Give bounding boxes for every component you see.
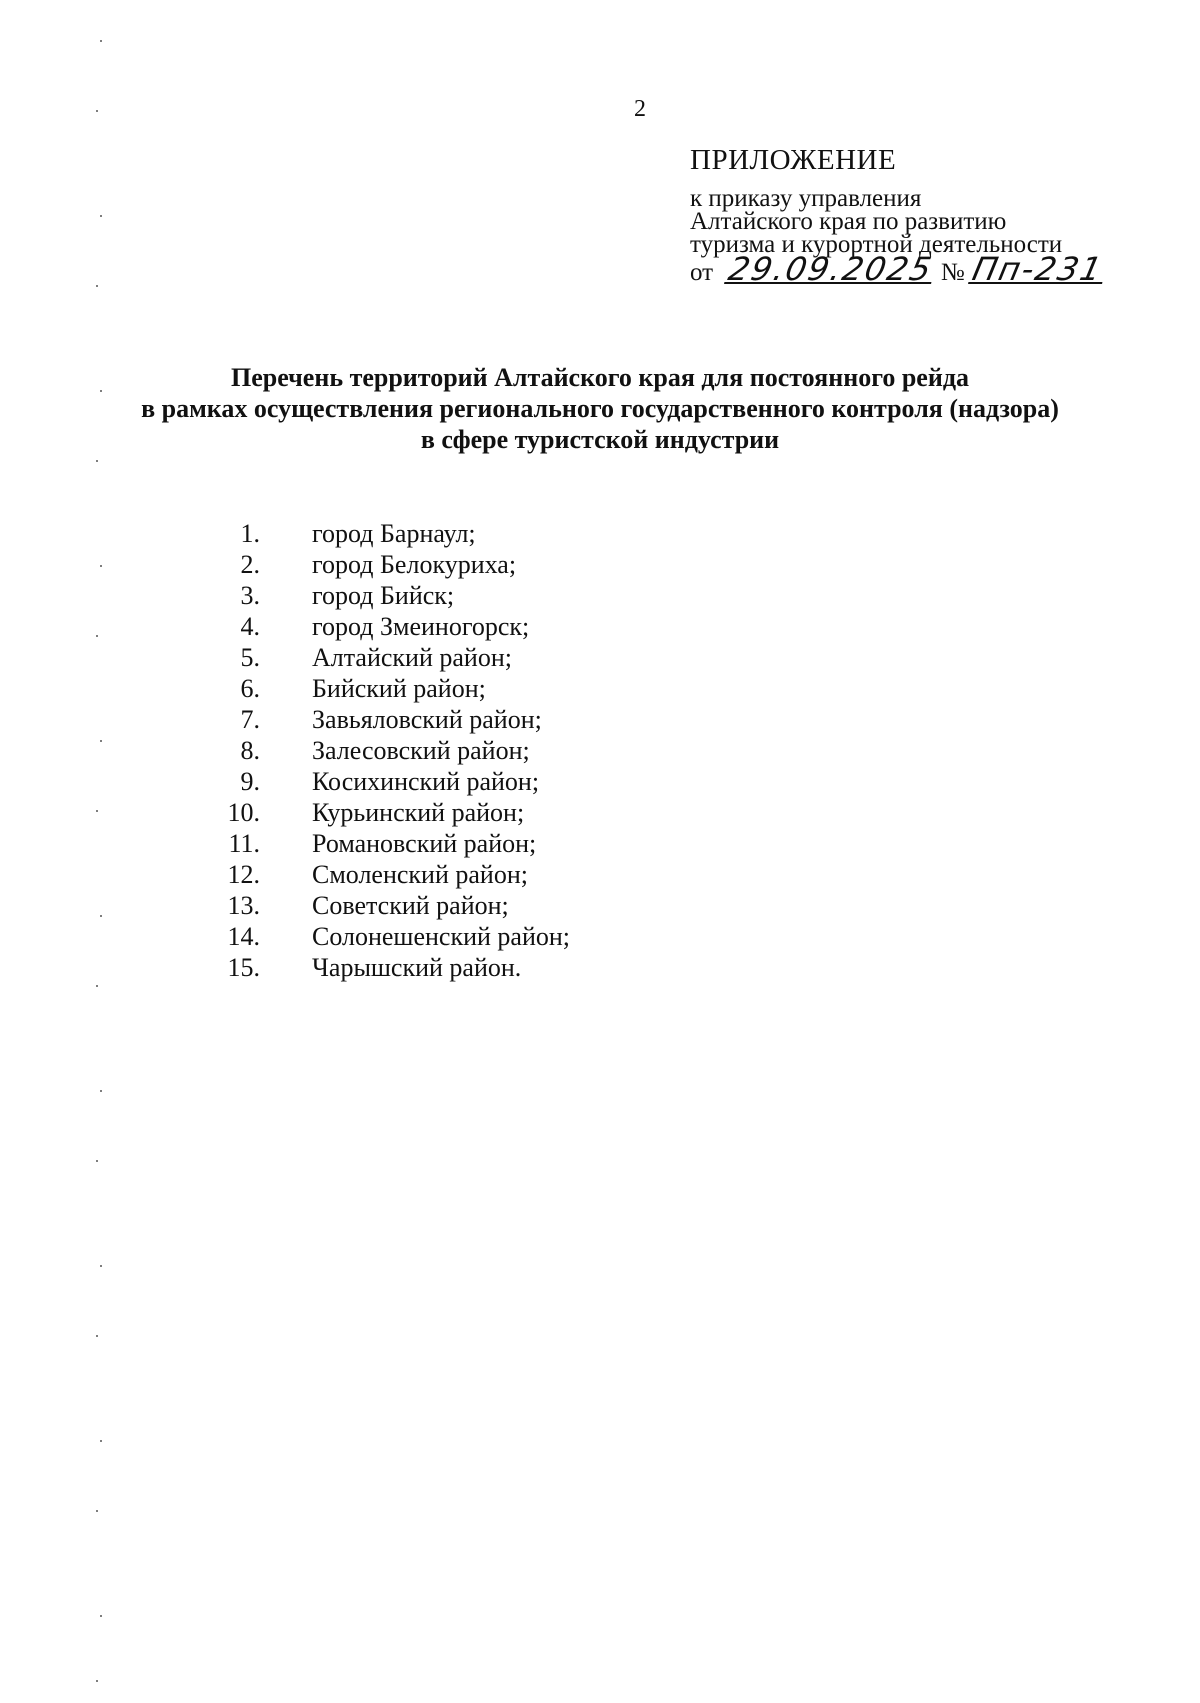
- item-name: город Бийск;: [312, 581, 455, 610]
- item-number: 5.: [240, 643, 260, 672]
- list-item: [200, 642, 570, 673]
- scan-speck: [96, 635, 98, 637]
- item-number: 1.: [240, 519, 260, 548]
- item-number: 10.: [227, 798, 260, 827]
- item-number: 9.: [240, 767, 260, 796]
- date-prefix: от: [690, 259, 714, 286]
- appendix-line: туризма и курортной деятельности: [690, 231, 1063, 258]
- list-item: [200, 611, 570, 642]
- item-name: Косихинский район;: [312, 767, 540, 796]
- scan-speck: [96, 110, 98, 112]
- item-name: Чарышский район.: [312, 953, 522, 982]
- scan-speck: [100, 1615, 102, 1617]
- scan-speck: [100, 1090, 102, 1092]
- order-date-number: [690, 250, 1110, 288]
- list-item: [200, 828, 570, 859]
- appendix-line: к приказу управления: [690, 185, 922, 212]
- item-name: Залесовский район;: [312, 736, 530, 765]
- list-item: [200, 549, 570, 580]
- list-item: [200, 673, 570, 704]
- scan-speck: [100, 40, 102, 42]
- scan-speck: [100, 565, 102, 567]
- list-item: [200, 890, 570, 921]
- title-line: Перечень территорий Алтайского края для постоянного рейда: [231, 363, 969, 392]
- scan-speck: [100, 1440, 102, 1442]
- item-name: Алтайский район;: [312, 643, 512, 672]
- item-name: Смоленский район;: [312, 860, 528, 889]
- scan-speck: [100, 1265, 102, 1267]
- scan-speck: [96, 1335, 98, 1337]
- list-item: [200, 952, 570, 983]
- item-name: Романовский район;: [312, 829, 537, 858]
- scan-speck: [96, 1510, 98, 1512]
- item-number: 7.: [240, 705, 260, 734]
- list-item: [200, 797, 570, 828]
- list-item: [200, 580, 570, 611]
- page-number: 2: [634, 96, 646, 122]
- title-line: в рамках осуществления регионального государственного контроля (надзора): [141, 394, 1059, 423]
- item-name: город Барнаул;: [312, 519, 476, 548]
- item-number: 11.: [228, 829, 260, 858]
- list-item: [200, 921, 570, 952]
- item-name: Солонешенский район;: [312, 922, 570, 951]
- item-name: город Змеиногорск;: [312, 612, 530, 641]
- item-name: Курьинский район;: [312, 798, 525, 827]
- list-item: [200, 766, 570, 797]
- appendix-line: Алтайского края по развитию: [690, 208, 1007, 235]
- scan-speck: [96, 985, 98, 987]
- handwritten-date: 29.09.2025: [725, 250, 937, 288]
- scan-speck: [100, 915, 102, 917]
- scan-speck: [96, 810, 98, 812]
- scan-speck: [100, 740, 102, 742]
- territory-list: [200, 518, 570, 983]
- item-number: 12.: [227, 860, 260, 889]
- item-number: 4.: [240, 612, 260, 641]
- appendix-block: [690, 144, 1110, 288]
- item-name: Бийский район;: [312, 674, 486, 703]
- list-item: [200, 735, 570, 766]
- item-number: 13.: [227, 891, 260, 920]
- scan-speck: [96, 285, 98, 287]
- list-item: [200, 859, 570, 890]
- item-number: 15.: [227, 953, 260, 982]
- item-name: Советский район;: [312, 891, 509, 920]
- handwritten-number: Пп-231: [969, 250, 1107, 288]
- item-number: 8.: [240, 736, 260, 765]
- title-line: в сфере туристской индустрии: [420, 425, 780, 454]
- item-name: город Белокуриха;: [312, 550, 517, 579]
- number-prefix: №: [940, 259, 965, 286]
- scan-speck: [100, 215, 102, 217]
- list-item: [200, 704, 570, 735]
- list-item: [200, 518, 570, 549]
- item-name: Завьяловский район;: [312, 705, 542, 734]
- scan-speck: [96, 1680, 98, 1682]
- item-number: 6.: [240, 674, 260, 703]
- item-number: 2.: [240, 550, 260, 579]
- appendix-title: ПРИЛОЖЕНИЕ: [690, 144, 897, 176]
- document-title: [0, 362, 1200, 455]
- item-number: 3.: [240, 581, 260, 610]
- scan-speck: [96, 1160, 98, 1162]
- scan-speck: [100, 390, 102, 392]
- scan-speck: [96, 460, 98, 462]
- item-number: 14.: [227, 922, 260, 951]
